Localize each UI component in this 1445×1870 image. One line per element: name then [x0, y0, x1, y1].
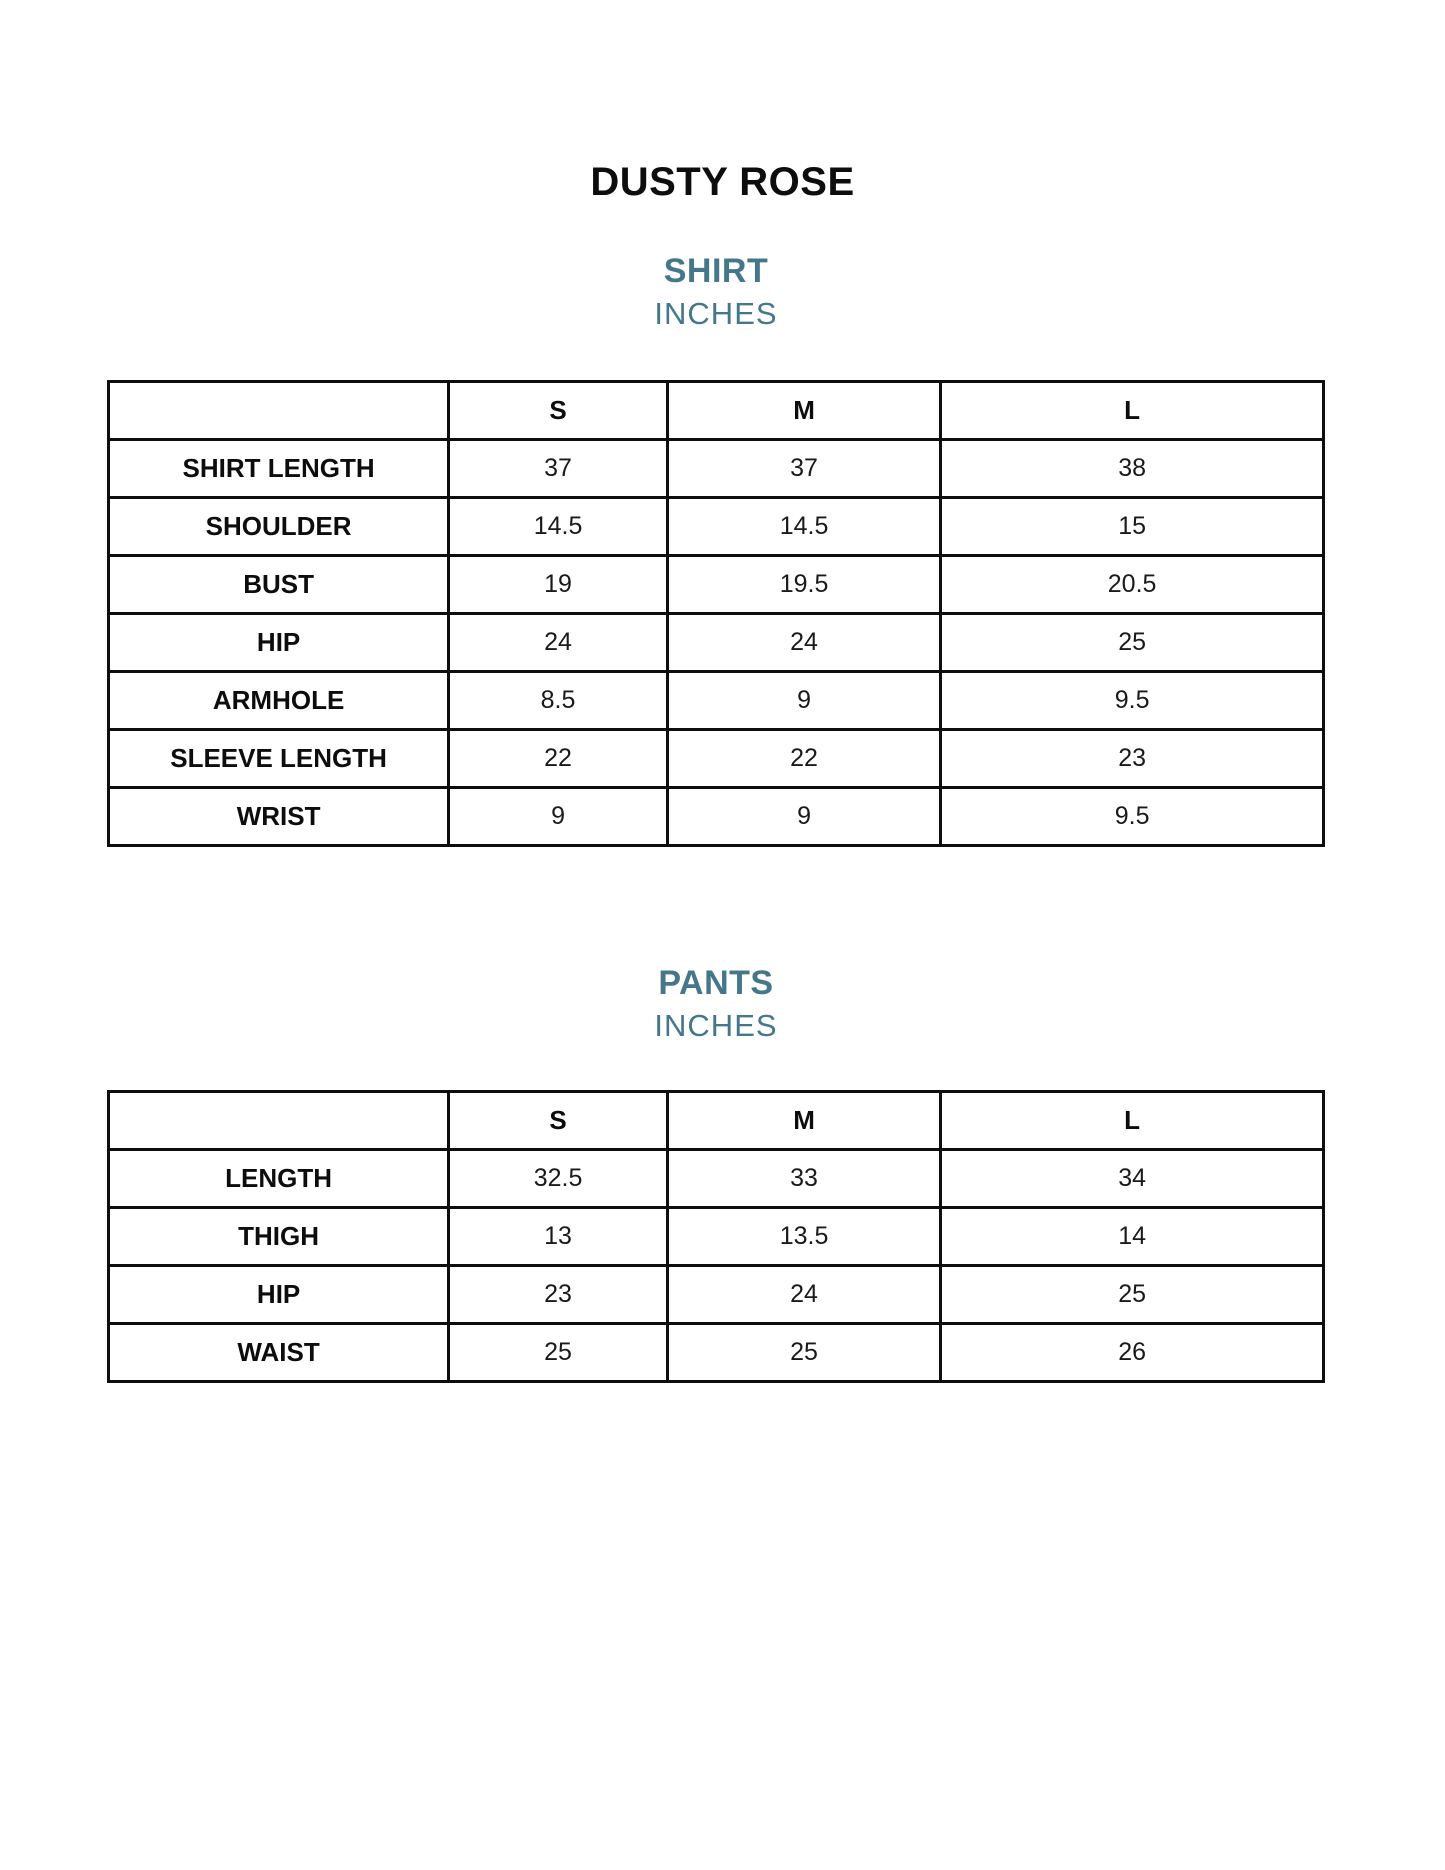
page-title: DUSTY ROSE: [590, 160, 855, 204]
measurement-value-l: 23: [941, 730, 1324, 788]
shirt-size-table: [107, 380, 1325, 847]
measurement-value-m: 19.5: [667, 556, 940, 614]
measurement-value-m: 14.5: [667, 498, 940, 556]
measurement-value-m: 9: [667, 788, 940, 846]
measurement-label: WRIST: [109, 788, 449, 846]
measurement-value-m: 13.5: [667, 1208, 940, 1266]
measurement-label: BUST: [109, 556, 449, 614]
measurement-row: [109, 672, 1324, 730]
measurement-value-l: 15: [941, 498, 1324, 556]
measurement-label: HIP: [109, 1266, 449, 1324]
measurement-value-s: 19: [449, 556, 668, 614]
measurement-label: SHOULDER: [109, 498, 449, 556]
measurement-row: [109, 614, 1324, 672]
size-table-header-row: [109, 1092, 1324, 1150]
measurement-value-l: 20.5: [941, 556, 1324, 614]
measurement-value-m: 22: [667, 730, 940, 788]
measurement-label: SHIRT LENGTH: [109, 440, 449, 498]
measurement-value-s: 24: [449, 614, 668, 672]
measurement-row: [109, 440, 1324, 498]
measurement-value-s: 9: [449, 788, 668, 846]
measurement-value-m: 37: [667, 440, 940, 498]
pants-size-table: [107, 1090, 1325, 1383]
measurement-value-l: 25: [941, 614, 1324, 672]
size-column-header-m: M: [667, 1092, 940, 1150]
measurement-value-m: 24: [667, 1266, 940, 1324]
measurement-row: [109, 1208, 1324, 1266]
measurement-row: [109, 788, 1324, 846]
measurement-label: WAIST: [109, 1324, 449, 1382]
measurement-value-s: 37: [449, 440, 668, 498]
measurement-row: [109, 730, 1324, 788]
measurement-value-s: 32.5: [449, 1150, 668, 1208]
shirt-unit-label: INCHES: [654, 296, 778, 331]
measurement-value-s: 13: [449, 1208, 668, 1266]
measurement-value-l: 14: [941, 1208, 1324, 1266]
pants-unit-label: INCHES: [654, 1008, 778, 1043]
measurement-value-s: 8.5: [449, 672, 668, 730]
measurement-label: LENGTH: [109, 1150, 449, 1208]
measurement-value-s: 23: [449, 1266, 668, 1324]
corner-empty-cell: [109, 382, 449, 440]
measurement-value-m: 33: [667, 1150, 940, 1208]
corner-empty-cell: [109, 1092, 449, 1150]
measurement-row: [109, 556, 1324, 614]
measurement-value-l: 9.5: [941, 672, 1324, 730]
size-column-header-s: S: [449, 382, 668, 440]
measurement-label: ARMHOLE: [109, 672, 449, 730]
measurement-row: [109, 1150, 1324, 1208]
size-column-header-s: S: [449, 1092, 668, 1150]
measurement-row: [109, 498, 1324, 556]
pants-section-heading: PANTS: [658, 964, 774, 1002]
size-table-header-row: [109, 382, 1324, 440]
measurement-row: [109, 1324, 1324, 1382]
size-column-header-l: L: [941, 1092, 1324, 1150]
size-column-header-l: L: [941, 382, 1324, 440]
measurement-label: SLEEVE LENGTH: [109, 730, 449, 788]
shirt-section-heading: SHIRT: [663, 252, 769, 290]
measurement-value-m: 25: [667, 1324, 940, 1382]
measurement-value-l: 25: [941, 1266, 1324, 1324]
measurement-value-s: 14.5: [449, 498, 668, 556]
measurement-row: [109, 1266, 1324, 1324]
measurement-label: THIGH: [109, 1208, 449, 1266]
measurement-value-l: 9.5: [941, 788, 1324, 846]
measurement-value-m: 24: [667, 614, 940, 672]
size-column-header-m: M: [667, 382, 940, 440]
measurement-value-l: 38: [941, 440, 1324, 498]
measurement-value-l: 34: [941, 1150, 1324, 1208]
measurement-value-s: 25: [449, 1324, 668, 1382]
measurement-value-l: 26: [941, 1324, 1324, 1382]
measurement-value-m: 9: [667, 672, 940, 730]
measurement-value-s: 22: [449, 730, 668, 788]
measurement-label: HIP: [109, 614, 449, 672]
